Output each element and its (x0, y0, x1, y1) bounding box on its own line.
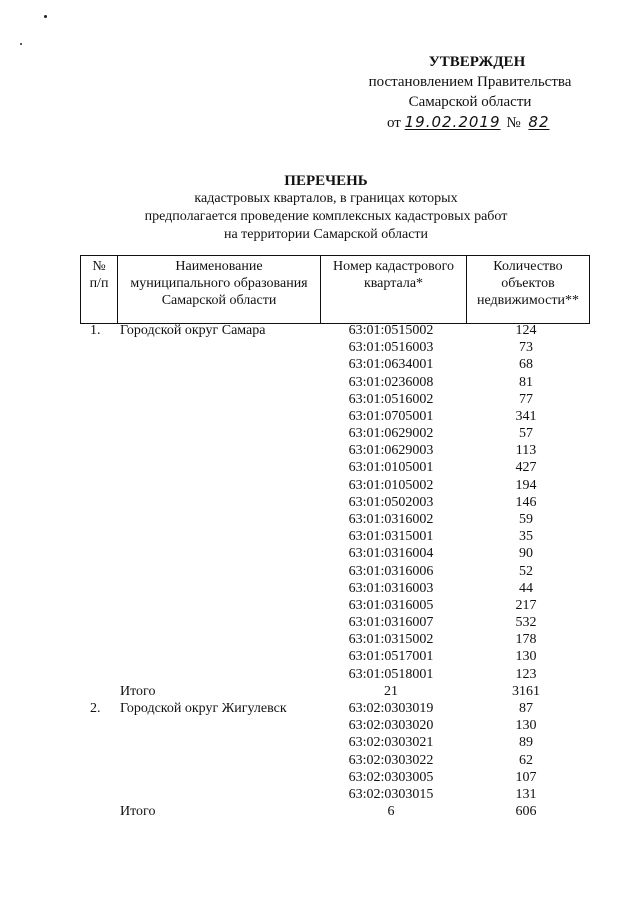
row-cadastral-code: 63:01:0629003 (348, 443, 434, 459)
row-cadastral-code: 63:01:0517001 (348, 649, 434, 665)
row-municipality: Городской округ Самара (120, 323, 266, 338)
row-cadastral-code: 63:01:0316007 (348, 615, 434, 631)
title-line-3: на территории Самарской области (223, 227, 429, 242)
title-line-1: кадастровых кварталов, в границах которых (194, 191, 458, 206)
row-quantity: 3161 (512, 683, 540, 699)
row-cadastral-code: 63:01:0315002 (348, 632, 434, 648)
row-quantity: 130 (515, 649, 537, 665)
table-row (0, 769, 640, 786)
row-quantity: 107 (515, 769, 537, 785)
row-quantity: 124 (515, 323, 537, 338)
table-row (0, 425, 640, 442)
row-cadastral-code: 63:02:0303022 (348, 752, 434, 768)
row-cadastral-code: 63:01:0516002 (348, 391, 434, 407)
row-municipality: Городской округ Жигулевск (120, 701, 287, 716)
row-quantity: 341 (515, 408, 537, 424)
table-row (0, 391, 640, 408)
row-quantity: 73 (519, 340, 533, 356)
approval-heading: УТВЕРЖДЕН (428, 54, 526, 70)
header-code: Номер кадастрового квартала* (321, 256, 467, 324)
table-row (0, 631, 640, 648)
table-row (0, 442, 640, 459)
row-quantity: 532 (515, 615, 537, 631)
table-row (0, 374, 640, 391)
row-cadastral-code: 63:01:0236008 (348, 374, 434, 390)
table-row (0, 494, 640, 511)
table-row (0, 545, 640, 562)
row-quantity: 606 (515, 804, 537, 819)
approval-line-1: постановлением Правительства (368, 74, 572, 90)
row-cadastral-code: 6 (387, 804, 395, 819)
approval-date: 19.02.2019 (404, 113, 501, 131)
table-row (0, 648, 640, 665)
row-quantity: 68 (519, 357, 533, 373)
approval-line-2: Самарской области (408, 94, 532, 110)
table-header (80, 255, 590, 324)
header-num: № п/п (81, 256, 118, 324)
row-cadastral-code: 63:01:0316002 (348, 512, 434, 527)
header-qty: Количество объектов недвижимости** (467, 256, 590, 324)
table-row (0, 459, 640, 476)
row-cadastral-code: 63:01:0316003 (348, 580, 434, 596)
row-cadastral-code: 63:01:0705001 (348, 408, 434, 424)
approval-block (360, 52, 580, 133)
row-quantity: 427 (515, 460, 537, 476)
row-cadastral-code: 63:01:0515002 (348, 323, 434, 338)
table-row (0, 752, 640, 769)
row-cadastral-code: 63:01:0316006 (348, 563, 434, 579)
title-heading: ПЕРЕЧЕНЬ (284, 173, 368, 189)
table-row (0, 597, 640, 614)
table-row (0, 322, 640, 339)
row-cadastral-code: 63:01:0315001 (348, 529, 434, 545)
row-quantity: 62 (519, 752, 533, 768)
row-quantity: 194 (515, 477, 537, 493)
table-row (0, 683, 640, 700)
row-quantity: 113 (515, 443, 537, 459)
table-row (0, 580, 640, 597)
row-quantity: 44 (519, 580, 533, 596)
table-row (0, 356, 640, 373)
row-quantity: 59 (519, 512, 533, 527)
document-title (0, 172, 640, 244)
table-row (0, 614, 640, 631)
title-line-2: предполагается проведение комплексных кадастровых работ (144, 209, 508, 224)
row-cadastral-code: 63:02:0303021 (348, 735, 434, 751)
row-quantity: 52 (519, 563, 533, 579)
row-cadastral-code: 63:01:0516003 (348, 340, 434, 356)
row-cadastral-code: 63:01:0634001 (348, 357, 434, 373)
row-number: 1. (90, 323, 101, 338)
table-row (0, 408, 640, 425)
row-quantity: 90 (519, 546, 533, 562)
row-cadastral-code: 63:01:0316004 (348, 546, 434, 562)
row-quantity: 130 (515, 718, 537, 734)
table-row (0, 717, 640, 734)
row-cadastral-code: 63:01:0105002 (348, 477, 434, 493)
row-cadastral-code: 63:01:0316005 (348, 597, 434, 613)
row-cadastral-code: 63:02:0303005 (348, 769, 434, 785)
date-prefix: от (387, 115, 401, 131)
row-quantity: 178 (515, 632, 537, 648)
table-row (0, 734, 640, 751)
table-row (0, 700, 640, 717)
table-row (0, 511, 640, 528)
row-cadastral-code: 63:01:0518001 (348, 666, 434, 682)
table-row (0, 528, 640, 545)
scan-speck (20, 43, 22, 45)
row-cadastral-code: 63:01:0105001 (348, 460, 434, 476)
number-label: № (506, 115, 521, 131)
approval-number: 82 (528, 113, 550, 131)
approval-date-line (360, 112, 580, 133)
row-cadastral-code: 63:02:0303015 (348, 786, 434, 802)
header-name: Наименование муниципального образования Самарской области (118, 256, 321, 324)
table-row (0, 563, 640, 580)
row-quantity: 35 (519, 529, 533, 545)
row-cadastral-code: 63:01:0502003 (348, 494, 434, 510)
row-quantity: 89 (519, 735, 533, 751)
row-cadastral-code: 63:02:0303020 (348, 718, 434, 734)
table-row (0, 339, 640, 356)
row-quantity: 77 (519, 391, 533, 407)
row-municipality: Итого (120, 683, 156, 699)
row-quantity: 217 (515, 597, 537, 613)
row-quantity: 57 (519, 426, 533, 442)
row-number: 2. (90, 701, 101, 716)
row-quantity: 81 (519, 374, 533, 390)
table-row (0, 477, 640, 494)
row-quantity: 87 (519, 701, 533, 716)
row-quantity: 146 (515, 494, 537, 510)
table-row (0, 786, 640, 803)
row-cadastral-code: 63:01:0629002 (348, 426, 434, 442)
table-row (0, 666, 640, 683)
row-cadastral-code: 21 (384, 683, 398, 699)
row-municipality: Итого (120, 804, 156, 819)
scan-speck (44, 15, 47, 18)
row-quantity: 123 (515, 666, 537, 682)
table-row (0, 803, 640, 820)
row-quantity: 131 (515, 786, 537, 802)
row-cadastral-code: 63:02:0303019 (348, 701, 434, 716)
